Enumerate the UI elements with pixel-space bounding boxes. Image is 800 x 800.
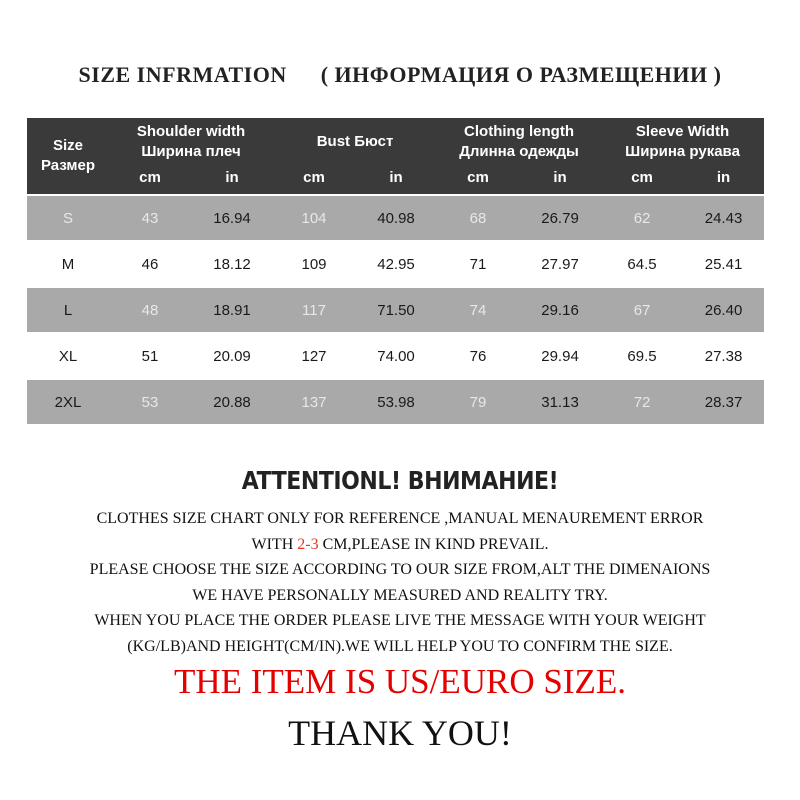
shoulder-in-cell: 20.09: [191, 332, 273, 378]
sleeve-cm-cell: 69.5: [601, 332, 683, 378]
size-information-title: [0, 62, 800, 88]
size-cell: M: [27, 240, 109, 286]
length-in-cell: 31.13: [519, 378, 601, 424]
notice-line-2: [0, 532, 800, 558]
table-row: [27, 240, 764, 286]
notice-line-3: PLEASE CHOOSE THE SIZE ACCORDING TO OUR SIZE FROM,ALT THE DIMENAIONS: [89, 561, 711, 579]
attention-heading: ATTENTIONL! ВНИМАНИЕ!: [241, 466, 559, 495]
sleeve-cm-cell: 72: [601, 378, 683, 424]
bust-in-cell: 40.98: [355, 194, 437, 240]
header-bust: [273, 118, 437, 166]
table-header-row: [27, 118, 764, 166]
us-euro-size-notice: THE ITEM IS US/EURO SIZE.: [173, 662, 627, 701]
table-row: [27, 194, 764, 240]
size-chart-table: [27, 118, 764, 424]
size-cell: XL: [27, 332, 109, 378]
notice-line-1: CLOTHES SIZE CHART ONLY FOR REFERENCE ,MANUAL MENAUREMENT ERROR: [96, 510, 704, 527]
bust-in-cell: 71.50: [355, 286, 437, 332]
notice-text: [0, 506, 800, 660]
unit-cell: in: [519, 166, 601, 194]
header-length-ru: Длинна одежды: [459, 143, 579, 160]
bust-cm-cell: 109: [273, 240, 355, 286]
header-shoulder-en: Shoulder width: [136, 123, 246, 140]
shoulder-cm-cell: 48: [109, 286, 191, 332]
unit-cell: in: [355, 166, 437, 194]
sleeve-in-cell: 28.37: [683, 378, 764, 424]
shoulder-in-cell: 18.12: [191, 240, 273, 286]
table-row: [27, 378, 764, 424]
bust-cm-cell: 127: [273, 332, 355, 378]
length-in-cell: 27.97: [519, 240, 601, 286]
title-russian: ( ИНФОРМАЦИЯ О РАЗМЕЩЕНИИ ): [320, 62, 722, 87]
header-size: [27, 118, 109, 194]
shoulder-cm-cell: 43: [109, 194, 191, 240]
header-length: [437, 118, 601, 166]
size-cell: 2XL: [27, 378, 109, 424]
header-shoulder-ru: Ширина плеч: [141, 143, 241, 160]
sleeve-in-cell: 26.40: [683, 286, 764, 332]
bust-in-cell: 74.00: [355, 332, 437, 378]
table-units-row: [27, 166, 764, 194]
table-row: [27, 286, 764, 332]
sleeve-in-cell: 24.43: [683, 194, 764, 240]
bust-cm-cell: 117: [273, 286, 355, 332]
unit-cell: in: [683, 166, 764, 194]
shoulder-cm-cell: 46: [109, 240, 191, 286]
shoulder-in-cell: 20.88: [191, 378, 273, 424]
bust-in-cell: 53.98: [355, 378, 437, 424]
notice-line-6: (KG/LB)AND HEIGHT(CM/IN).WE WILL HELP YOU TO CONFIRM THE SIZE.: [127, 637, 673, 655]
title-english: SIZE INFRMATION: [78, 62, 287, 87]
unit-cell: cm: [437, 166, 519, 194]
header-sleeve-en: Sleeve Width: [635, 123, 730, 140]
bust-cm-cell: 104: [273, 194, 355, 240]
notice-line-5: WHEN YOU PLACE THE ORDER PLEASE LIVE THE MESSAGE WITH YOUR WEIGHT: [94, 612, 706, 630]
header-sleeve-ru: Ширина рукава: [625, 143, 740, 160]
shoulder-cm-cell: 53: [109, 378, 191, 424]
sleeve-cm-cell: 62: [601, 194, 683, 240]
sleeve-cm-cell: 64.5: [601, 240, 683, 286]
header-size-en: Size: [52, 137, 83, 154]
length-cm-cell: 76: [437, 332, 519, 378]
length-cm-cell: 71: [437, 240, 519, 286]
unit-cell: cm: [109, 166, 191, 194]
table-row: [27, 332, 764, 378]
size-cell: L: [27, 286, 109, 332]
shoulder-cm-cell: 51: [109, 332, 191, 378]
length-cm-cell: 68: [437, 194, 519, 240]
bust-in-cell: 42.95: [355, 240, 437, 286]
length-in-cell: 29.94: [519, 332, 601, 378]
error-range-highlight: 2-3: [297, 535, 319, 553]
length-in-cell: 29.16: [519, 286, 601, 332]
sleeve-cm-cell: 67: [601, 286, 683, 332]
unit-cell: in: [191, 166, 273, 194]
shoulder-in-cell: 16.94: [191, 194, 273, 240]
header-shoulder: [109, 118, 273, 166]
shoulder-in-cell: 18.91: [191, 286, 273, 332]
header-sleeve: [601, 118, 764, 166]
unit-cell: cm: [273, 166, 355, 194]
unit-cell: cm: [601, 166, 683, 194]
size-cell: S: [27, 194, 109, 240]
bust-cm-cell: 137: [273, 378, 355, 424]
header-bust-en: Bust Бюст: [316, 133, 394, 150]
length-cm-cell: 74: [437, 286, 519, 332]
sleeve-in-cell: 25.41: [683, 240, 764, 286]
length-in-cell: 26.79: [519, 194, 601, 240]
notice-line-2-end: CM,PLEASE IN KIND PREVAIL.: [318, 535, 549, 553]
header-length-en: Clothing length: [464, 123, 575, 140]
notice-line-4: WE HAVE PERSONALLY MEASURED AND REALITY TRY.: [192, 586, 608, 604]
notice-line-2-start: WITH: [251, 535, 298, 553]
thank-you-text: THANK YOU!: [288, 713, 512, 753]
header-size-ru: Размер: [40, 157, 96, 174]
sleeve-in-cell: 27.38: [683, 332, 764, 378]
length-cm-cell: 79: [437, 378, 519, 424]
